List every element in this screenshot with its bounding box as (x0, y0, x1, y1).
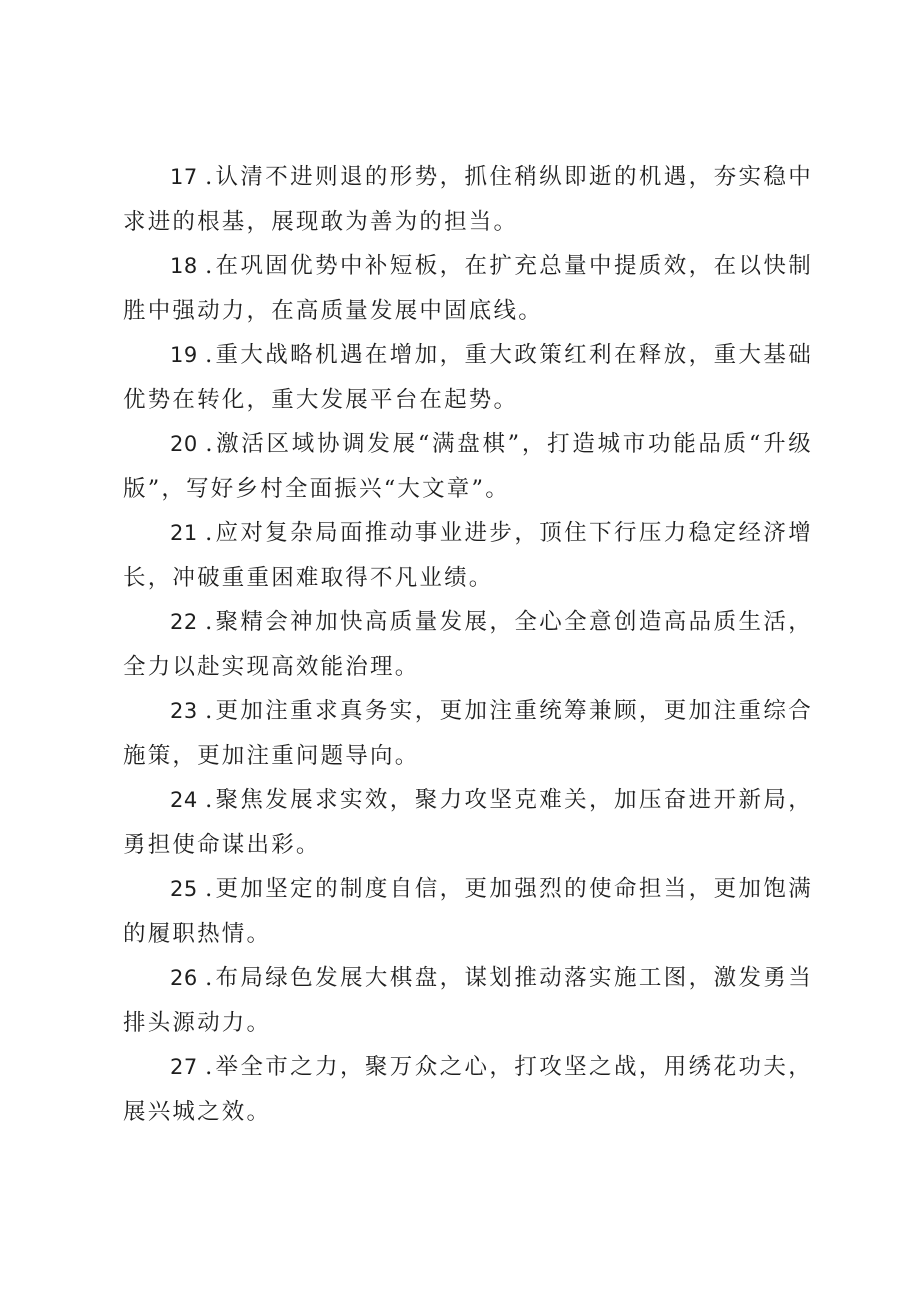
item-separator: . (197, 431, 213, 457)
item-separator: . (197, 876, 213, 902)
item-text: 聚焦发展求实效，聚力攻坚克难关，加压奋进开新局，勇担使命谋出彩。 (123, 787, 813, 858)
item-number: 17 (170, 165, 198, 189)
item-separator: . (197, 1054, 213, 1080)
list-item (123, 778, 813, 867)
document-body (123, 155, 813, 1134)
item-number: 20 (170, 432, 198, 456)
item-text: 认清不进则退的形势，抓住稍纵即逝的机遇，夯实稳中求进的根基，展现敢为善为的担当。 (123, 164, 813, 235)
list-item (123, 867, 813, 956)
item-number: 25 (170, 877, 198, 901)
item-text: 聚精会神加快高质量发展，全心全意创造高品质生活，全力以赴实现高效能治理。 (123, 609, 813, 680)
item-separator: . (197, 698, 213, 724)
list-item (123, 155, 813, 244)
item-text: 应对复杂局面推动事业进步，顶住下行压力稳定经济增长，冲破重重困难取得不凡业绩。 (123, 520, 813, 591)
list-item (123, 956, 813, 1045)
item-text: 激活区域协调发展“满盘棋”，打造城市功能品质“升级版”，写好乡村全面振兴“大文章”。 (123, 431, 813, 502)
list-item (123, 511, 813, 600)
item-separator: . (197, 342, 213, 368)
list-item (123, 244, 813, 333)
item-text: 举全市之力，聚万众之心，打攻坚之战，用绣花功夫，展兴城之效。 (123, 1054, 813, 1125)
item-number: 22 (170, 610, 198, 634)
item-number: 18 (170, 254, 198, 278)
item-separator: . (197, 609, 213, 635)
item-text: 更加坚定的制度自信，更加强烈的使命担当，更加饱满的履职热情。 (123, 876, 813, 947)
list-item (123, 422, 813, 511)
item-number: 26 (170, 966, 198, 990)
list-item (123, 333, 813, 422)
item-separator: . (197, 253, 213, 279)
item-separator: . (197, 164, 213, 190)
item-text: 在巩固优势中补短板，在扩充总量中提质效，在以快制胜中强动力，在高质量发展中固底线。 (123, 253, 813, 324)
item-number: 27 (170, 1055, 198, 1079)
item-separator: . (197, 520, 213, 546)
item-text: 更加注重求真务实，更加注重统筹兼顾，更加注重综合施策，更加注重问题导向。 (123, 698, 813, 769)
item-number: 24 (170, 788, 198, 812)
list-item (123, 689, 813, 778)
list-item (123, 600, 813, 689)
item-number: 19 (170, 343, 198, 367)
item-number: 21 (170, 521, 198, 545)
item-separator: . (197, 787, 213, 813)
item-text: 布局绿色发展大棋盘，谋划推动落实施工图，激发勇当排头源动力。 (123, 965, 813, 1036)
item-text: 重大战略机遇在增加，重大政策红利在释放，重大基础优势在转化，重大发展平台在起势。 (123, 342, 813, 413)
list-item (123, 1045, 813, 1134)
item-separator: . (197, 965, 213, 991)
item-number: 23 (170, 699, 198, 723)
